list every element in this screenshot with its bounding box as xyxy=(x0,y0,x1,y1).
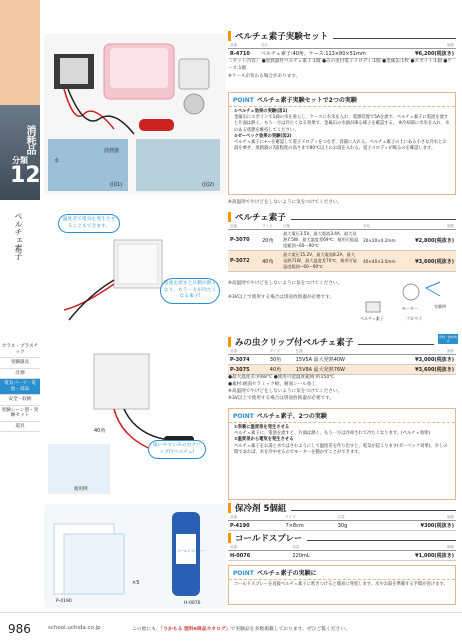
table-row xyxy=(228,230,456,251)
col-header: 価格 xyxy=(398,224,456,230)
col-header: 容量 xyxy=(336,515,368,521)
product-size: 40角 xyxy=(268,365,294,375)
clip-spec-line: ※3V以上で使用する場合は別途放熱器が必要です。 xyxy=(228,396,335,401)
clip-peltier-illustration xyxy=(44,336,226,496)
section-title-cold-spray: コールドスプレー xyxy=(228,532,456,543)
product-code: H-0076 xyxy=(228,551,290,561)
diagram-label-motor: モーター xyxy=(402,306,418,311)
section-title-experiment-set: ペルチェ素子実験セット xyxy=(228,30,456,41)
sidebar-nav xyxy=(0,342,40,432)
sidebar-nav-item-active[interactable]: 電気パーツ・電池・部品 xyxy=(0,379,40,395)
point-box-experiment-set xyxy=(228,92,456,195)
point-title xyxy=(229,566,455,580)
point-label: POINT xyxy=(233,97,254,104)
sidebar-nav-item[interactable]: 実験器具 xyxy=(0,358,40,369)
product-price: ¥2,800(税抜き) xyxy=(398,230,456,251)
ice-pack-spray-photo xyxy=(44,504,226,608)
footer-text-post: で実験品を多数掲載しております。ぜひご覧ください。 xyxy=(230,627,351,632)
product-price: ¥1,000(税抜き) xyxy=(345,551,456,561)
point-label: POINT xyxy=(233,413,254,420)
footer-url[interactable]: school.uchida.co.jp xyxy=(48,625,101,631)
case-note: ※ケースが変わる場合があります。 xyxy=(228,74,301,79)
col-header: 仕様 xyxy=(294,349,384,355)
sidebar-nav-item[interactable]: 計測 xyxy=(0,369,40,380)
product-spec: 最大電圧3.5V、最大電流3.4A、最大発熱7.5W、最大温度差69℃、使用可能温度範囲−60〜90℃ xyxy=(281,230,361,251)
table-row xyxy=(228,365,456,375)
point-heading: ペルチェ素子実験セットで2つの実験 xyxy=(256,97,357,104)
main-content xyxy=(40,0,462,612)
photo-label-fig2: (図2) xyxy=(202,182,215,188)
sidebar-nav-item[interactable]: カラス・プラスチック xyxy=(0,342,40,358)
diagram-label-example: 実験例 xyxy=(434,304,446,309)
point-item-head: ①ペルチェ効果の実験(図1) xyxy=(234,109,288,114)
clip-peltier-table xyxy=(228,349,456,375)
point-body: コールドスプレーを直接ペルチェ素子に吹きつけると簡易に発電します。水やお湯を準備する手間が省けます。 xyxy=(234,582,448,587)
product-desc: ペルチェ素子:40角、ケース:113×80×51mm xyxy=(259,49,400,59)
point-heading: ペルチェ素子の実験に xyxy=(256,570,317,577)
product-size: 30角 xyxy=(268,355,294,365)
product-code: P-3072 xyxy=(228,251,260,272)
clip-spec-line: ●最大温度差:約68℃ ●使用可能温度範囲:約150℃ xyxy=(228,375,335,380)
diagram-label-propeller: プロペラ xyxy=(406,316,422,321)
col-header: 価格 xyxy=(384,349,456,355)
peltier-note-2: ※3V以上で使用する場合は別途放熱器が必要です。 xyxy=(228,295,335,300)
product-price: ¥6,200(税抜き) xyxy=(400,49,456,59)
bubble-peltier: 電流を流すと片側が熱くなり、もう一方が冷たくなる素子! xyxy=(160,278,220,304)
sidebar-nav-item[interactable]: 道具 xyxy=(0,422,40,433)
point-item-head: ②ゼーベック効果の実験(図2) xyxy=(234,133,292,139)
sidebar-nav-item[interactable]: 実験シーン別・実験セット xyxy=(0,406,40,422)
point-title xyxy=(229,93,455,107)
photo-label-40: 40角 xyxy=(94,428,106,434)
point-item-head: ①表裏に温度差を発生させる xyxy=(234,425,290,430)
product-price: ¥3,000(税抜き) xyxy=(384,355,456,365)
product-price: ¥3,600(税抜き) xyxy=(384,365,456,375)
table-row xyxy=(228,521,456,531)
point-item-body: ペルチェ素子に+−を確認して電子メロディをつなぎ、容器に入れる。ペルチェ素子の上にある小さな冷水とお湯を乗せ、放熱器の7面程度の高さまで90℃以上のお湯を入れる。電子メロディが鳴るのを確認します。 xyxy=(234,140,447,152)
footer-catalog-name[interactable]: 「りかもる 理科e商品カタログ」 xyxy=(160,627,231,632)
photo-label-spray: コールドスプレー xyxy=(177,549,205,553)
point-item-body: ペルチェ素子に、電池を流すと、片面は熱く、もう一方は冷却されて冷たくなります。(ペルチェ効果) xyxy=(234,431,431,437)
point-body xyxy=(229,107,455,154)
product-spec: 15V8A 最大発熱76W xyxy=(294,365,384,375)
col-header: 品番 xyxy=(228,349,268,355)
peltier-table xyxy=(228,224,456,272)
product-spec: 最大電圧15.2V、最大電流8.2A、最大発熱71W、最大温度差70℃、使用可能温度範囲−60〜90℃ xyxy=(281,251,361,272)
photo-label-x5: ×5 xyxy=(132,580,140,586)
col-header: サイズ xyxy=(260,224,281,230)
col-header: 外形 xyxy=(361,224,398,230)
clip-spec-line: ●素材:耐面セラミック板、耐面シール加工 xyxy=(228,382,317,387)
set-contents: 〈セット内容〉 ●放熱器付ペルチェ素子:1個 ●みの虫付電子メロディ:1個 ●金属缶:1枚 ●スポイト:1個 ●ケース:1個 xyxy=(228,59,452,71)
photo-label-usage: 使用例 xyxy=(74,487,88,492)
school-tag-badge: 学校・教材向け xyxy=(438,335,457,343)
col-header: 品番 xyxy=(228,224,260,230)
col-header: 容量 xyxy=(290,545,345,551)
ice-pack-table xyxy=(228,515,456,531)
point-box-cold-spray xyxy=(228,565,456,605)
sidebar-category-block xyxy=(0,105,40,205)
point-item-head: ②温度差から電気を発生させる xyxy=(234,437,294,443)
clip-spec-line: ※高温則でやけどをしないように気をつけてください。 xyxy=(228,389,343,394)
product-spec: 15V5A 最大発熱40W xyxy=(294,355,384,365)
col-header: 品番 xyxy=(228,515,284,521)
category-sidebar xyxy=(0,0,40,612)
photo-label-heatsink: 放熱器 xyxy=(104,148,120,154)
category-vertical-label: 消耗品 xyxy=(24,125,35,155)
point-heading: ペルチェ素子、2つの実験 xyxy=(256,413,327,420)
section-title-peltier: ペルチェ素子 xyxy=(228,211,456,222)
table-row xyxy=(228,355,456,365)
photo-label-water: 水 xyxy=(54,158,60,164)
point-label: POINT xyxy=(233,570,254,577)
experiment-example-diagram xyxy=(356,278,456,322)
photo-label-fig1: (図1) xyxy=(110,182,123,188)
col-header: サイズ xyxy=(268,349,294,355)
experiment-set-photo xyxy=(44,34,226,194)
col-header: サイズ xyxy=(284,515,336,521)
product-size: 20角 xyxy=(260,230,281,251)
product-code: R-4710 xyxy=(228,49,259,59)
burn-warning: ※高温則でやけどをしないように気をつけてください。 xyxy=(228,200,343,205)
page-number: 986 xyxy=(8,622,31,636)
section-title-ice-pack: 保冷剤 5個組 xyxy=(228,502,456,513)
section-title-clip-peltier: みの虫クリップ付ペルチェ素子 xyxy=(228,336,434,347)
bubble-clip: 扱いやすいみの虫クリップ付ペルチェ! xyxy=(148,440,206,459)
experiment-set-illustration xyxy=(44,34,226,194)
peltier-note-1: ※高温則でやけどをしないように気をつけてください。 xyxy=(228,281,343,286)
col-header: 価格 xyxy=(400,43,456,49)
point-item-body: ペルチェ素子をお湯と水ではさむようにして温度差を作り出すと、電気が起こります(ゼーベック効果)。少しの間であれば、水を冷やせるのでモーターを動かすことができます。 xyxy=(234,443,448,455)
cold-spray-table xyxy=(228,545,456,561)
product-code: P-3075 xyxy=(228,365,268,375)
product-code: P-4190 xyxy=(228,521,284,531)
product-volume: 30g xyxy=(336,521,368,531)
point-body xyxy=(229,423,455,458)
col-header: 品番 xyxy=(228,545,290,551)
category-number: 12 xyxy=(10,163,41,188)
col-header: 価格 xyxy=(368,515,456,521)
table-row xyxy=(228,551,456,561)
bubble-seebeck: 温度差で電気を発生させることもできます。 xyxy=(58,214,120,233)
point-box-two-experiments xyxy=(228,408,456,500)
col-header: 価格 xyxy=(345,545,456,551)
point-item-body: 金属缶にスポイトで1滴の水を垂らし、ケースに水氷を入れ、電源装置で5Aを流す。ペルチェ素子に電流を流すと片面は熱く、もう一方は冷たくなる効果で、金属缶の水滴が凍る様子を確認する。 ※冷却部に水氷を入れ、水のある状態を維持してください。 xyxy=(234,115,450,133)
sidebar-nav-item[interactable]: 安全・収納 xyxy=(0,395,40,406)
ice-pack-spray-illustration xyxy=(44,504,226,608)
diagram-label-peltier: ペルチェ素子 xyxy=(360,316,384,321)
clip-peltier-photo xyxy=(44,336,226,496)
photo-label-p4190: P-4190 xyxy=(56,599,72,604)
col-header: 品番 xyxy=(228,43,259,49)
photo-label-h0076: H-0076 xyxy=(184,601,201,606)
category-num-label: 分類 xyxy=(12,156,28,165)
footer-text-pre: この他にも、 xyxy=(132,627,161,632)
footer-catalog-note xyxy=(132,625,350,632)
col-header: 仕様 xyxy=(281,224,361,230)
product-dim: 40×40×3.5mm xyxy=(361,251,398,272)
table-row xyxy=(228,251,456,272)
product-volume: 220mL xyxy=(290,551,345,561)
page-footer xyxy=(0,612,462,644)
product-price: ¥300(税抜き) xyxy=(368,521,456,531)
product-dim: 20×20×4.2mm xyxy=(361,230,398,251)
point-title xyxy=(229,409,455,423)
product-code: P-3074 xyxy=(228,355,268,365)
table-row xyxy=(228,49,456,59)
product-size: 40角 xyxy=(260,251,281,272)
product-size: 7×8cm xyxy=(284,521,336,531)
product-price: ¥3,600(税抜き) xyxy=(398,251,456,272)
experiment-set-table xyxy=(228,43,456,59)
subcategory-label: ペルチェ素子 xyxy=(14,212,23,260)
sidebar-top-band xyxy=(0,0,40,105)
product-code: P-3070 xyxy=(228,230,260,251)
col-header: 品名 xyxy=(259,43,400,49)
